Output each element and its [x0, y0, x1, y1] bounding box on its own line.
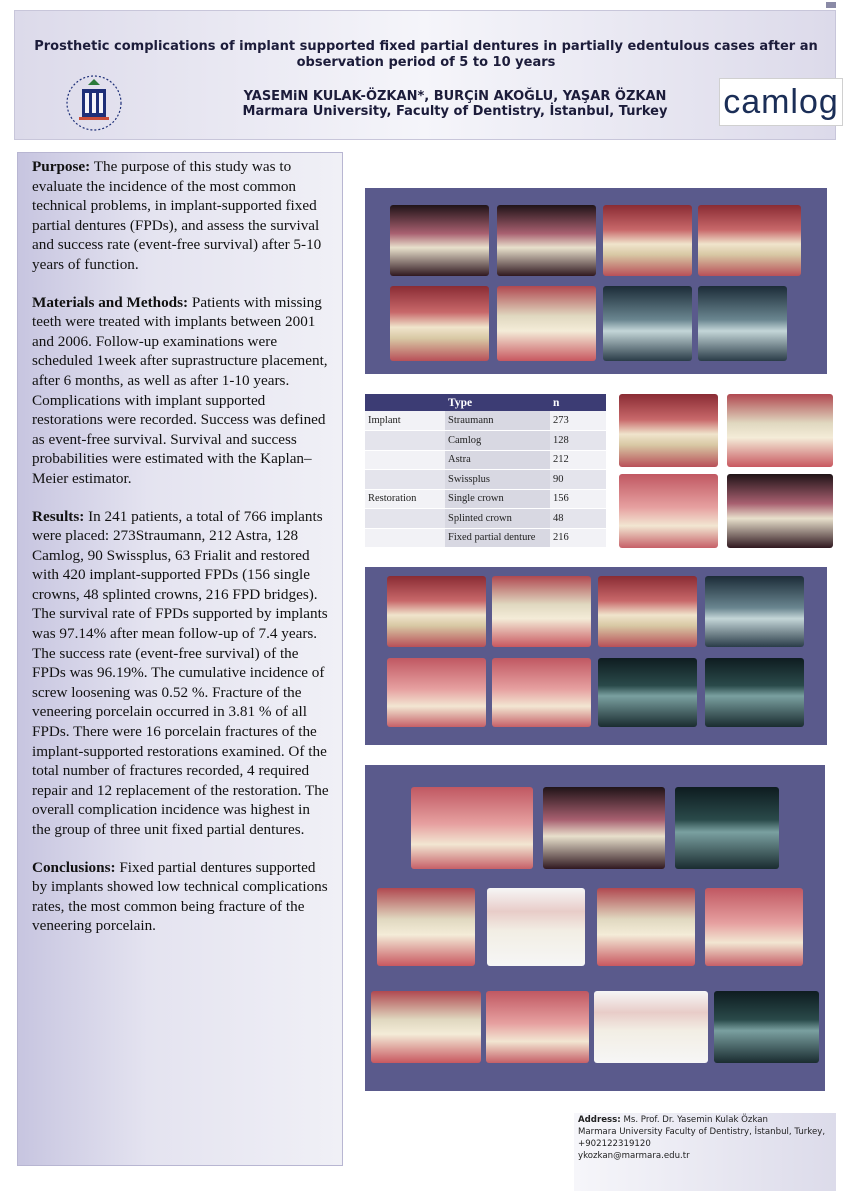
conclusions-text: Fixed partial dentures supported by implants showed low technical complications rates, the most common being fracture of the veneering porcelain.: [32, 858, 328, 935]
results-text: In 241 patients, a total of 766 implants were placed: 273Straumann, 212 Astra, 128 Camlog, 90 Swissplus, 63 Frialit and restored with 420 implant-supported FPDs (156 single crowns, 48 splinted crowns, 216 FPD bridges). The survival rate of FPDs supported by implants was 97.14% after mean follow-up of 7.4 years. The success rate (event-free survival) of the FPDs was 96.19%. The cumulative incidence of screw loosening was 0.52 %. Fracture of the veneering porcelain occurred in 3.81 % of all FPDs. There were 16 porcelain fractures of the implant-supported restorations examined. Of the total number of fractures recorded, 4 required repair and 12 replacement of the restoration. The overall complication incidence was highest in the group of three unit fixed partial dentures.: [32, 507, 329, 838]
clinical-photo: [390, 205, 489, 276]
purpose-text: The purpose of this study was to evaluate the incidence of the most common technical problems, in implant-supported fixed partial dentures (FPDs), and assess the survival and success rate (event-free survival) after 5-10 years of function.: [32, 158, 322, 273]
clinical-photo: [598, 576, 697, 647]
address-email[interactable]: ykozkan@marmara.edu.tr: [578, 1151, 690, 1161]
clinical-photo: [594, 991, 708, 1063]
table-cell: Swissplus: [445, 470, 550, 490]
clinical-photo: [390, 286, 489, 361]
clinical-photo: [387, 576, 486, 647]
university-logo-icon: [55, 73, 133, 133]
xray-photo: [714, 991, 819, 1063]
clinical-photo: [377, 888, 475, 966]
methods-heading: Materials and Methods:: [32, 293, 189, 311]
contact-address: [574, 1113, 836, 1191]
table-row: [365, 528, 606, 548]
poster-title: Prosthetic complications of implant supported fixed partial dentures in partially edentulous cases after an observation period of 5 to 10 years: [34, 39, 818, 70]
table-row: [365, 509, 606, 529]
purpose-section: [32, 157, 332, 275]
results-section: [32, 507, 332, 840]
clinical-photo: [698, 205, 801, 276]
table-cell: Splinted crown: [445, 509, 550, 529]
clinical-photo: [543, 787, 665, 869]
clinical-photo: [492, 658, 591, 727]
table-cell: Single crown: [445, 489, 550, 509]
table-row: [365, 431, 606, 451]
abstract-panel: [17, 152, 343, 1166]
table-cell: [365, 450, 445, 470]
clinical-photo: [619, 394, 718, 467]
methods-section: [32, 293, 332, 489]
clinical-photo: [371, 991, 481, 1063]
address-name: Ms. Prof. Dr. Yasemin Kulak Özkan: [623, 1115, 768, 1125]
xray-photo: [705, 576, 804, 647]
clinical-photo: [597, 888, 695, 966]
address-phone: +902122319120: [578, 1139, 651, 1149]
table-cell: Implant: [365, 411, 445, 431]
table-cell: 212: [550, 450, 606, 470]
clinical-photo: [411, 787, 533, 869]
results-heading: Results:: [32, 507, 85, 525]
xray-photo: [598, 658, 697, 727]
table-cell: Restoration: [365, 489, 445, 509]
implant-table: [365, 394, 606, 548]
table-cell: Straumann: [445, 411, 550, 431]
corner-mark: [826, 2, 836, 8]
table-cell: [365, 431, 445, 451]
address-line: Marmara University Faculty of Dentistry, İstanbul, Turkey,: [578, 1127, 826, 1137]
clinical-photo: [603, 205, 692, 276]
clinical-photo-panel-3: [365, 765, 825, 1091]
clinical-photo: [497, 286, 596, 361]
table-cell: Astra: [445, 450, 550, 470]
table-cell: 48: [550, 509, 606, 529]
table-header-row: [365, 394, 606, 411]
table-cell: [365, 470, 445, 490]
table-cell: 216: [550, 528, 606, 548]
clinical-photo-panel-1: [365, 188, 827, 374]
conclusions-heading: Conclusions:: [32, 858, 116, 876]
address-label: Address:: [578, 1115, 621, 1125]
table-cell: Camlog: [445, 431, 550, 451]
camlog-logo: camlog: [719, 78, 843, 126]
clinical-photo: [492, 576, 591, 647]
clinical-photo: [486, 991, 589, 1063]
conclusions-section: [32, 858, 332, 936]
table-row: [365, 450, 606, 470]
table-cell: 128: [550, 431, 606, 451]
clinical-photo: [705, 888, 803, 966]
methods-text: Patients with missing teeth were treated with implants between 2001 and 2006. Follow-up examinations were scheduled 1week after suprastructure placement, after 6 months, as well as after 1-10 years. Complications with implant supported restorations were recorded. Success was defined as event-free survival. Survival and success probabilities were estimated with the Kaplan–Meier estimator.: [32, 293, 328, 487]
table-header: Type: [445, 394, 550, 411]
xray-photo: [603, 286, 692, 361]
table-row: [365, 470, 606, 490]
clinical-photo: [387, 658, 486, 727]
xray-photo: [698, 286, 787, 361]
clinical-photo-panel-2: [365, 567, 827, 745]
table-header: [365, 394, 445, 411]
table-cell: [365, 509, 445, 529]
table-row: [365, 411, 606, 431]
clinical-photo: [727, 394, 833, 467]
table-header: n: [550, 394, 606, 411]
table-cell: 156: [550, 489, 606, 509]
table-cell: Fixed partial denture: [445, 528, 550, 548]
clinical-photo: [619, 474, 718, 548]
clinical-photo: [497, 205, 596, 276]
clinical-photo: [727, 474, 833, 548]
poster-affiliation: Marmara University, Faculty of Dentistry, İstanbul, Turkey: [242, 104, 668, 119]
table-cell: 90: [550, 470, 606, 490]
table-row: [365, 489, 606, 509]
table-cell: 273: [550, 411, 606, 431]
xray-photo: [705, 658, 804, 727]
xray-photo: [675, 787, 779, 869]
clinical-photo: [487, 888, 585, 966]
purpose-heading: Purpose:: [32, 158, 91, 175]
poster-header: [14, 10, 839, 140]
table-cell: [365, 528, 445, 548]
poster-authors: YASEMiN KULAK-ÖZKAN*, BURÇiN AKOĞLU, YAŞAR ÖZKAN: [243, 89, 667, 104]
